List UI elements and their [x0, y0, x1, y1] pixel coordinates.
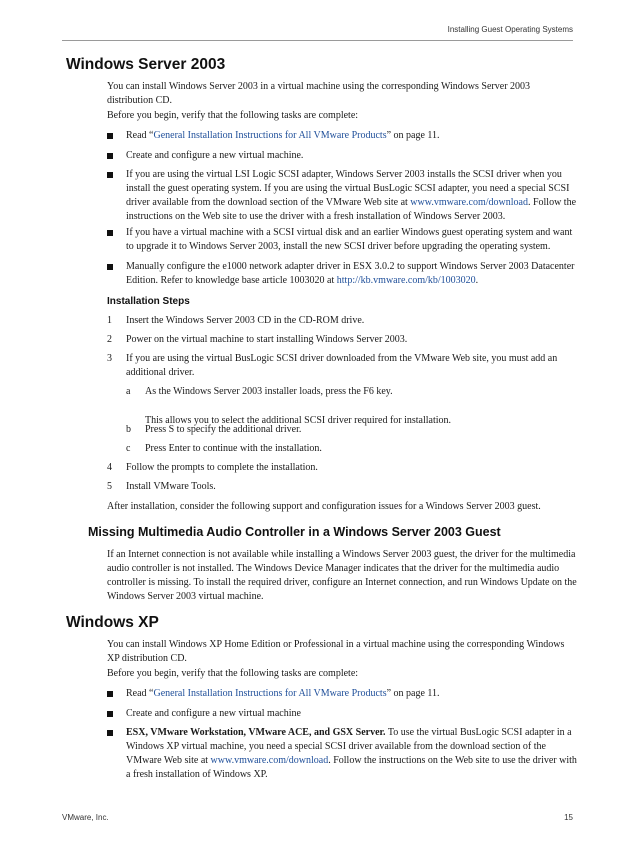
footer-company: VMware, Inc. — [62, 813, 109, 822]
bullet-text: If you have a virtual machine with a SCSI virtual disk and an earlier Windows guest operating system and want to upgrade it to Windows Server 2003, install the new SCSI driver before upgrading the operating system. — [126, 227, 573, 252]
text-suffix: ” on page 11. — [386, 130, 440, 141]
substep-letter: c — [126, 443, 131, 454]
section-title-windows-xp: Windows XP — [66, 614, 159, 631]
header-rule — [62, 40, 573, 41]
text-body: Manually configure the e1000 network adapter driver in ESX 3.0.2 to support Windows Server 2003 Datacenter Edition. Refer to knowledge base article 1003020 at — [126, 261, 575, 286]
step-number: 4 — [107, 462, 112, 473]
substep-letter: b — [126, 424, 131, 435]
step-number: 1 — [107, 315, 112, 326]
substep-text: Press Enter to continue with the installation. — [145, 443, 322, 454]
bullet-text — [126, 168, 577, 224]
bullet-square-icon — [107, 133, 113, 139]
step-text: Install VMware Tools. — [126, 481, 216, 492]
footer-page-number: 15 — [564, 813, 573, 822]
step-text: Power on the virtual machine to start installing Windows Server 2003. — [126, 334, 408, 345]
step-number: 2 — [107, 334, 112, 345]
text-prefix: Read “ — [126, 688, 154, 699]
xp-intro-paragraph: You can install Windows XP Home Edition or Professional in a virtual machine using the corresponding Windows XP distribution CD. — [107, 639, 565, 664]
step-number: 3 — [107, 353, 112, 364]
bullet-square-icon — [107, 153, 113, 159]
step-text: Follow the prompts to complete the installation. — [126, 462, 318, 473]
bullet-square-icon — [107, 172, 113, 178]
audio-controller-paragraph: If an Internet connection is not available while installing a Windows Server 2003 guest, the driver for the multimedia audio controller is not installed. The Windows Device Manager indicates that the driver for the multimedia audio controller is missing. To install the required driver, configure an Internet connection, and run Windows Update on the Windows Server 2003 virtual machine. — [107, 549, 577, 602]
kb-article-link[interactable]: http://kb.vmware.com/kb/1003020 — [336, 275, 476, 286]
running-header: Installing Guest Operating Systems — [447, 25, 573, 34]
substep-a-note: This allows you to select the additional SCSI driver required for installation. — [145, 415, 452, 426]
subsection-title-audio-controller: Missing Multimedia Audio Controller in a Windows Server 2003 Guest — [88, 525, 501, 539]
bullet-text — [126, 726, 577, 782]
bullet-square-icon — [107, 230, 113, 236]
general-instructions-link[interactable]: General Installation Instructions for All VMware Products — [153, 130, 387, 141]
bullet-square-icon — [107, 711, 113, 717]
substep-text: Press S to specify the additional driver. — [145, 424, 302, 435]
vmware-download-link[interactable]: www.vmware.com/download — [410, 197, 528, 208]
xp-verify-paragraph: Before you begin, verify that the following tasks are complete: — [107, 668, 359, 679]
step-number: 5 — [107, 481, 112, 492]
intro-paragraph: You can install Windows Server 2003 in a virtual machine using the corresponding Windows Server 2003 distribution CD. — [107, 81, 531, 106]
section-title-windows-server-2003: Windows Server 2003 — [66, 56, 226, 73]
products-bold: ESX, VMware Workstation, VMware ACE, and GSX Server. — [126, 727, 386, 738]
bullet-text — [126, 260, 577, 288]
after-installation-paragraph: After installation, consider the following support and configuration issues for a Windows Server 2003 guest. — [107, 501, 541, 512]
vmware-download-link[interactable]: www.vmware.com/download — [210, 755, 329, 766]
general-instructions-link[interactable]: General Installation Instructions for All VMware Products — [153, 688, 387, 699]
text-suffix: . Follow the instructions on the Web site to use the driver with a fresh installation of Windows XP. — [126, 755, 577, 780]
bullet-text: Create and configure a new virtual machine — [126, 708, 301, 719]
verify-paragraph: Before you begin, verify that the following tasks are complete: — [107, 110, 359, 121]
bullet-square-icon — [107, 264, 113, 270]
bullet-text — [126, 687, 577, 701]
text-prefix: Read “ — [126, 130, 154, 141]
text-suffix: . Follow the instructions on the Web site to use the driver with a fresh installation of Windows Server 2003. — [126, 197, 577, 222]
step-text: Insert the Windows Server 2003 CD in the CD-ROM drive. — [126, 315, 365, 326]
bullet-square-icon — [107, 691, 113, 697]
text-body: To use the virtual BusLogic SCSI adapter in a Windows XP virtual machine, you need a special SCSI driver available from the download section of the VMware Web site at — [126, 727, 572, 766]
bullet-text: Create and configure a new virtual machine. — [126, 150, 304, 161]
bullet-square-icon — [107, 730, 113, 736]
installation-steps-heading: Installation Steps — [107, 296, 190, 307]
bullet-text — [126, 129, 577, 143]
text-suffix: ” on page 11. — [386, 688, 440, 699]
step-text: If you are using the virtual BusLogic SCSI driver downloaded from the VMware Web site, you must add an additional driver. — [126, 353, 558, 378]
substep-text: As the Windows Server 2003 installer loads, press the F6 key. — [145, 386, 393, 397]
substep-letter: a — [126, 386, 131, 397]
text-body: If you are using the virtual LSI Logic SCSI adapter, Windows Server 2003 installs the SCSI driver when you install the guest operating system. If you are using the virtual BusLogic SCSI adapter, you need a special SCSI driver available from the download section of the VMware Web site at — [126, 169, 570, 208]
text-suffix: . — [475, 275, 479, 286]
